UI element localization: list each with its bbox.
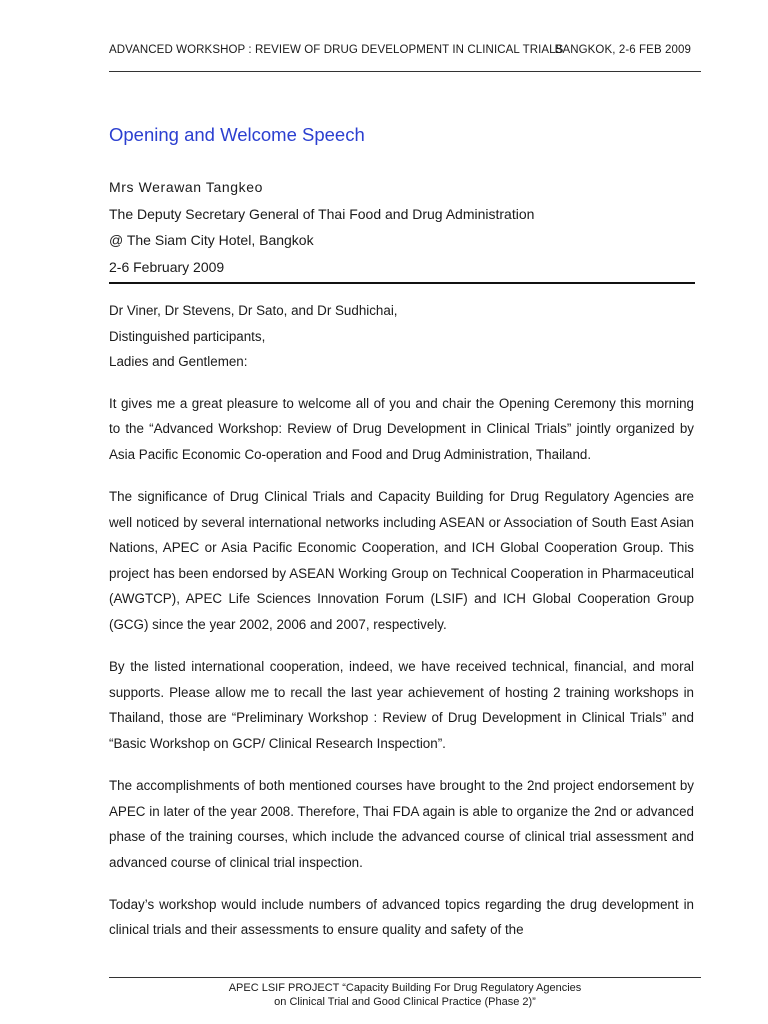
salutation-line: Distinguished participants, — [109, 328, 266, 344]
speaker-divider — [109, 282, 695, 284]
footer-divider — [109, 977, 701, 978]
footer-line: on Clinical Trial and Good Clinical Practice (Phase 2)” — [274, 996, 536, 1008]
header-location-date: BANGKOK, 2-6 FEB 2009 — [554, 44, 691, 56]
speaker-position: The Deputy Secretary General of Thai Food and Drug Administration — [109, 205, 535, 222]
header-divider — [109, 71, 701, 72]
speaker-date: 2-6 February 2009 — [109, 258, 225, 275]
speaker-name: Mrs Werawan Tangkeo — [109, 179, 264, 195]
speech-paragraph: By the listed international cooperation, indeed, we have received technical, financial, and moral supports. Please allow me to recall the last year achievement of hosting 2 training workshops in Thailand, those are “Preliminary Workshop : Review of Drug Development in Clinical Trials” and “Basic Workshop on GCP/ Clinical Research Inspection”. — [109, 659, 694, 751]
speech-paragraph: It gives me a great pleasure to welcome all of you and chair the Opening Ceremony this morning to the “Advanced Workshop: Review of Drug Development in Clinical Trials” jointly organized by Asia Pacific Economic Co-operation and Food and Drug Administration, Thailand. — [109, 395, 694, 462]
speech-paragraph: Today’s workshop would include numbers of advanced topics regarding the drug development in clinical trials and their assessments to ensure quality and safety of the — [109, 896, 694, 938]
footer-line: APEC LSIF PROJECT “Capacity Building For Drug Regulatory Agencies — [228, 982, 582, 994]
speaker-venue: @ The Siam City Hotel, Bangkok — [109, 232, 314, 248]
speaker-block — [109, 174, 534, 280]
speech-paragraph: The accomplishments of both mentioned courses have brought to the 2nd project endorsement by APEC in later of the year 2008. Therefore, Thai FDA again is able to organize the 2nd or advanced phase of the training courses, which include the advanced course of clinical trial assessment and advanced course of clinical trial inspection. — [109, 778, 694, 870]
speech-paragraph: The significance of Drug Clinical Trials and Capacity Building for Drug Regulatory Agencies are well noticed by several international networks including ASEAN or Association of South East Asian Nations, APEC or Asia Pacific Economic Cooperation, and ICH Global Cooperation Group. This project has been endorsed by ASEAN Working Group on Technical Cooperation in Pharmaceutical (AWGTCP), APEC Life Sciences Innovation Forum (LSIF) and ICH Global Cooperation Group (GCG) since the year 2002, 2006 and 2007, respectively. — [109, 489, 694, 633]
header-workshop-title: ADVANCED WORKSHOP : REVIEW OF DRUG DEVELOPMENT IN CLINICAL TRIALS — [109, 44, 564, 56]
salutation — [109, 298, 694, 375]
page-title: Opening and Welcome Speech — [109, 124, 365, 145]
salutation-line: Dr Viner, Dr Stevens, Dr Sato, and Dr Sudhichai, — [109, 303, 398, 318]
speech-body — [109, 298, 694, 960]
salutation-line: Ladies and Gentlemen: — [109, 354, 248, 370]
page-footer — [109, 981, 701, 1009]
